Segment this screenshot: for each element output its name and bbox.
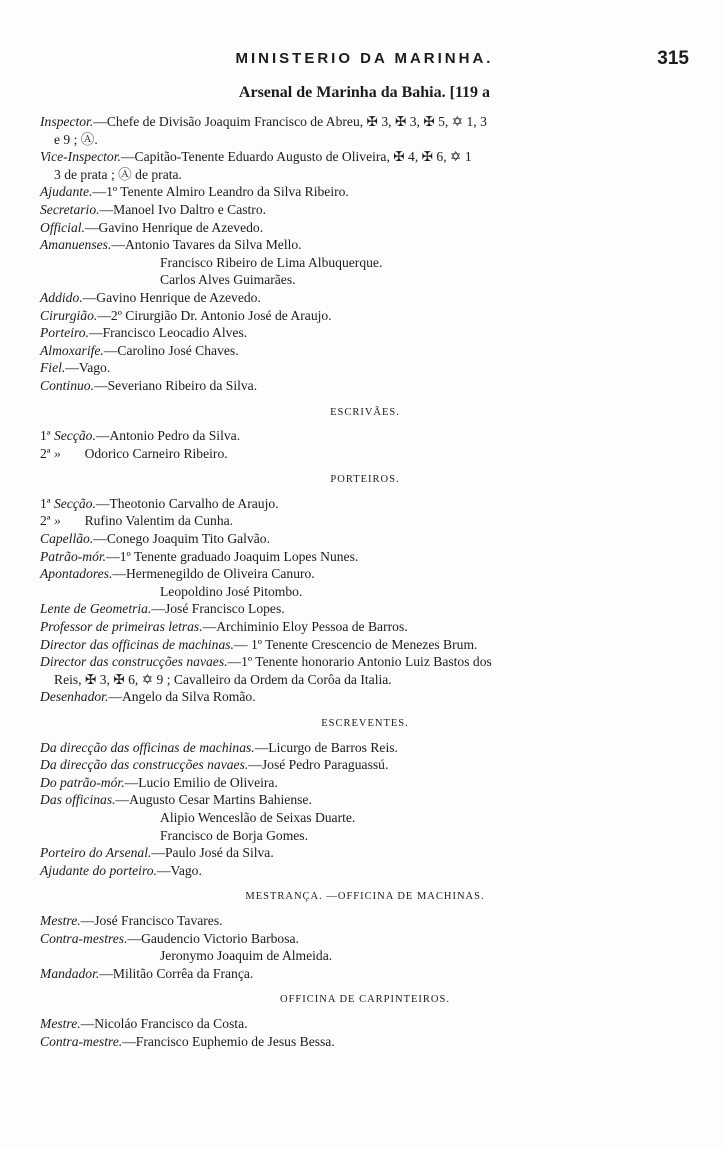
entry-role-label: Desenhador. xyxy=(40,689,109,705)
entry-name: Francisco de Borja Gomes. xyxy=(160,827,308,843)
entry-role-label: Continuo. xyxy=(40,377,95,393)
entry-name-continuation xyxy=(40,254,690,272)
roster-entry xyxy=(40,219,690,237)
entry-role-label: Contra-mestres. xyxy=(40,930,128,946)
page-header xyxy=(40,50,689,72)
entry-role-label: Contra-mestre. xyxy=(40,1033,123,1049)
roster-entry xyxy=(40,512,690,530)
entry-text: —Gavino Henrique de Azevedo. xyxy=(84,219,264,235)
roster-entry xyxy=(40,862,690,880)
roster-entry xyxy=(40,148,690,166)
roster-entry xyxy=(40,445,690,463)
carpinteiros-list xyxy=(40,1015,690,1050)
entry-role-label: Official. xyxy=(40,219,85,235)
entry-text: —Vago. xyxy=(65,360,111,376)
entry-text: —Manoel Ivo Daltro e Castro. xyxy=(99,201,267,217)
section-subtitle: Arsenal de Marinha da Bahia. [119 a xyxy=(238,84,491,101)
entry-role-label: Capellão. xyxy=(40,531,94,547)
roster-entry xyxy=(40,495,690,513)
roster-entry xyxy=(40,201,690,219)
roster-entry xyxy=(40,307,690,325)
section-heading-escrivaes: ESCRIVÃES. xyxy=(330,406,400,418)
entry-text: Rufino Valentim da Cunha. xyxy=(84,513,234,529)
entry-text: —Francisco Euphemio de Jesus Bessa. xyxy=(122,1033,335,1049)
entry-role-label: Das officinas. xyxy=(40,792,116,808)
entry-text: —José Francisco Tavares. xyxy=(80,912,223,928)
roster-entry xyxy=(40,530,690,548)
entry-text: —Archiminio Eloy Pessoa de Barros. xyxy=(202,619,408,635)
running-title: MINISTERIO DA MARINHA. xyxy=(235,50,494,67)
entry-name: Carlos Alves Guimarães. xyxy=(160,272,296,288)
roster-entry xyxy=(40,844,690,862)
entry-text: —Conego Joaquim Tito Galvão. xyxy=(93,531,270,547)
entry-continuation xyxy=(40,671,690,689)
entry-role-label: Patrão-mór. xyxy=(40,548,107,564)
entry-text: —Nicoláo Francisco da Costa. xyxy=(80,1015,248,1031)
entry-name: Alipio Wenceslão de Seixas Duarte. xyxy=(160,809,356,825)
entry-text: —Lucio Emilio de Oliveira. xyxy=(124,774,278,790)
roster-entry xyxy=(40,565,690,583)
entry-role-label: Director das officinas de machinas. xyxy=(40,636,234,652)
mestranca-list xyxy=(40,912,690,982)
roster-entry xyxy=(40,930,690,948)
section-heading-escreventes: ESCREVENTES. xyxy=(321,718,409,729)
entry-role-label: Almoxarife. xyxy=(40,342,104,358)
entry-text: —Antonio Pedro da Silva. xyxy=(95,428,241,444)
entry-role-label: Porteiro do Arsenal. xyxy=(40,845,152,861)
entry-text: —Carolino José Chaves. xyxy=(103,342,239,358)
entry-text: —Chefe de Divisão Joaquim Francisco de Abreu, ✠ 3, ✠ 3, ✠ 5, ✡ 1, 3 xyxy=(93,114,487,129)
entry-text: —Gaudencio Victorio Barbosa. xyxy=(127,930,299,946)
entry-role-label: » xyxy=(53,513,61,529)
entry-role-label: Secretario. xyxy=(40,201,100,217)
entry-role-label: Mestre. xyxy=(40,1015,81,1031)
escreventes-list xyxy=(40,739,690,880)
roster-entry xyxy=(40,289,690,307)
roster-entry xyxy=(40,600,690,618)
roster-entry xyxy=(40,113,690,131)
entry-role-label: Mandador. xyxy=(40,965,100,981)
entry-continuation-text: Reis, ✠ 3, ✠ 6, ✡ 9 ; Cavalleiro da Ordem da Corôa da Italia. xyxy=(54,671,392,687)
roster-entry xyxy=(40,548,690,566)
entry-role-label: Da direcção das officinas de machinas. xyxy=(40,739,255,755)
roster-entry xyxy=(40,324,690,342)
section-heading-carpinteiros: OFFICINA DE CARPINTEIROS. xyxy=(280,994,450,1006)
entry-text: Odorico Carneiro Ribeiro. xyxy=(84,445,228,461)
entry-text: —Antonio Tavares da Silva Mello. xyxy=(111,237,302,253)
entry-text: —Militão Corrêa da França. xyxy=(99,965,254,981)
entry-role-label: Secção. xyxy=(53,428,96,444)
roster-entry xyxy=(40,377,690,395)
entry-name: Jeronymo Joaquim de Almeida. xyxy=(160,948,333,964)
entry-text: —1º Tenente honorario Antonio Luiz Bastos dos xyxy=(227,654,492,670)
entry-text: —Severiano Ribeiro da Silva. xyxy=(94,377,258,393)
entry-text: — 1º Tenente Crescencio de Menezes Brum. xyxy=(233,636,478,652)
entry-text: —Vago. xyxy=(156,862,202,878)
entry-role-label: Lente de Geometria. xyxy=(40,601,152,617)
entry-text: —Capitão-Tenente Eduardo Augusto de Oliveira, ✠ 4, ✠ 6, ✡ 1 xyxy=(120,149,472,165)
entry-name-continuation xyxy=(40,827,690,845)
roster-entry xyxy=(40,688,690,706)
entry-ordinal: 1ª xyxy=(40,495,51,511)
document-body xyxy=(40,113,690,1050)
entry-continuation-text: e 9 ; Ⓐ. xyxy=(54,131,98,147)
entry-text: —Licurgo de Barros Reis. xyxy=(254,739,398,755)
entry-continuation-text: 3 de prata ; Ⓐ de prata. xyxy=(54,166,182,182)
entry-text: —Francisco Leocadio Alves. xyxy=(88,325,248,341)
section-heading-mestranca: MESTRANÇA. —OFFICINA DE MACHINAS. xyxy=(245,891,485,903)
roster-entry xyxy=(40,739,690,757)
porteiros-list xyxy=(40,495,690,706)
entry-name-continuation xyxy=(40,271,690,289)
entry-text: —José Pedro Paraguassú. xyxy=(248,757,389,773)
entry-role-label: Amanuenses. xyxy=(40,237,112,253)
entry-text: —Paulo José da Silva. xyxy=(151,845,274,861)
entry-role-label: Fiel. xyxy=(40,360,66,376)
roster-entry xyxy=(40,359,690,377)
roster-entry xyxy=(40,774,690,792)
entry-name-continuation xyxy=(40,583,690,601)
entry-text: —1º Tenente graduado Joaquim Lopes Nunes. xyxy=(106,548,359,564)
roster-entry xyxy=(40,756,690,774)
entry-text: —2º Cirurgião Dr. Antonio José de Araujo. xyxy=(97,307,332,323)
entry-text: —Hermenegildo de Oliveira Canuro. xyxy=(112,566,315,582)
entry-role-label: Secção. xyxy=(53,495,96,511)
roster-entry xyxy=(40,1015,690,1033)
entry-role-label: Ajudante do porteiro. xyxy=(40,862,157,878)
entry-text: —Gavino Henrique de Azevedo. xyxy=(82,289,261,305)
entry-role-label: Mestre. xyxy=(40,912,81,928)
entry-name: Francisco Ribeiro de Lima Albuquerque. xyxy=(160,254,383,270)
entry-text: —José Francisco Lopes. xyxy=(151,601,285,617)
entry-text: —1º Tenente Almiro Leandro da Silva Ribeiro. xyxy=(92,184,349,200)
roster-entry xyxy=(40,618,690,636)
entry-text: —Augusto Cesar Martins Bahiense. xyxy=(115,792,312,808)
roster-entry xyxy=(40,183,690,201)
entry-name-continuation xyxy=(40,947,690,965)
entry-role-label: Director das construcções navaes. xyxy=(40,654,228,670)
roster-entry xyxy=(40,912,690,930)
entry-role-label: Inspector. xyxy=(40,114,94,129)
roster-entry xyxy=(40,342,690,360)
entry-role-label: Apontadores. xyxy=(40,566,113,582)
entry-continuation xyxy=(40,166,690,184)
page-number: 315 xyxy=(657,48,689,69)
roster-entry xyxy=(40,791,690,809)
entry-name-continuation xyxy=(40,809,690,827)
entry-role-label: Do patrão-mór. xyxy=(40,774,125,790)
entry-text: —Angelo da Silva Romão. xyxy=(108,689,256,705)
roster-entry xyxy=(40,653,690,671)
roster-entry xyxy=(40,1033,690,1051)
entry-text: —Theotonio Carvalho de Araujo. xyxy=(95,495,279,511)
entry-ordinal: 1ª xyxy=(40,428,51,444)
entry-role-label: » xyxy=(53,445,61,461)
escrivaes-list xyxy=(40,427,690,462)
roster-entry xyxy=(40,965,690,983)
entry-role-label: Addido. xyxy=(40,289,83,305)
entry-role-label: Vice-Inspector. xyxy=(40,149,121,165)
entry-role-label: Porteiro. xyxy=(40,325,89,341)
section-heading-porteiros: PORTEIROS. xyxy=(330,474,400,486)
entry-name: Leopoldino José Pitombo. xyxy=(160,583,303,599)
entry-continuation xyxy=(40,131,690,149)
entry-ordinal: 2ª xyxy=(40,445,51,461)
roster-entry xyxy=(40,236,690,254)
entry-ordinal: 2ª xyxy=(40,513,51,529)
roster-entry xyxy=(40,427,690,445)
entry-role-label: Ajudante. xyxy=(40,184,93,200)
roster-entry xyxy=(40,636,690,654)
officials-list xyxy=(40,113,690,395)
entry-role-label: Da direcção das construcções navaes. xyxy=(40,757,249,773)
entry-role-label: Professor de primeiras letras. xyxy=(40,619,203,635)
entry-role-label: Cirurgião. xyxy=(40,307,98,323)
